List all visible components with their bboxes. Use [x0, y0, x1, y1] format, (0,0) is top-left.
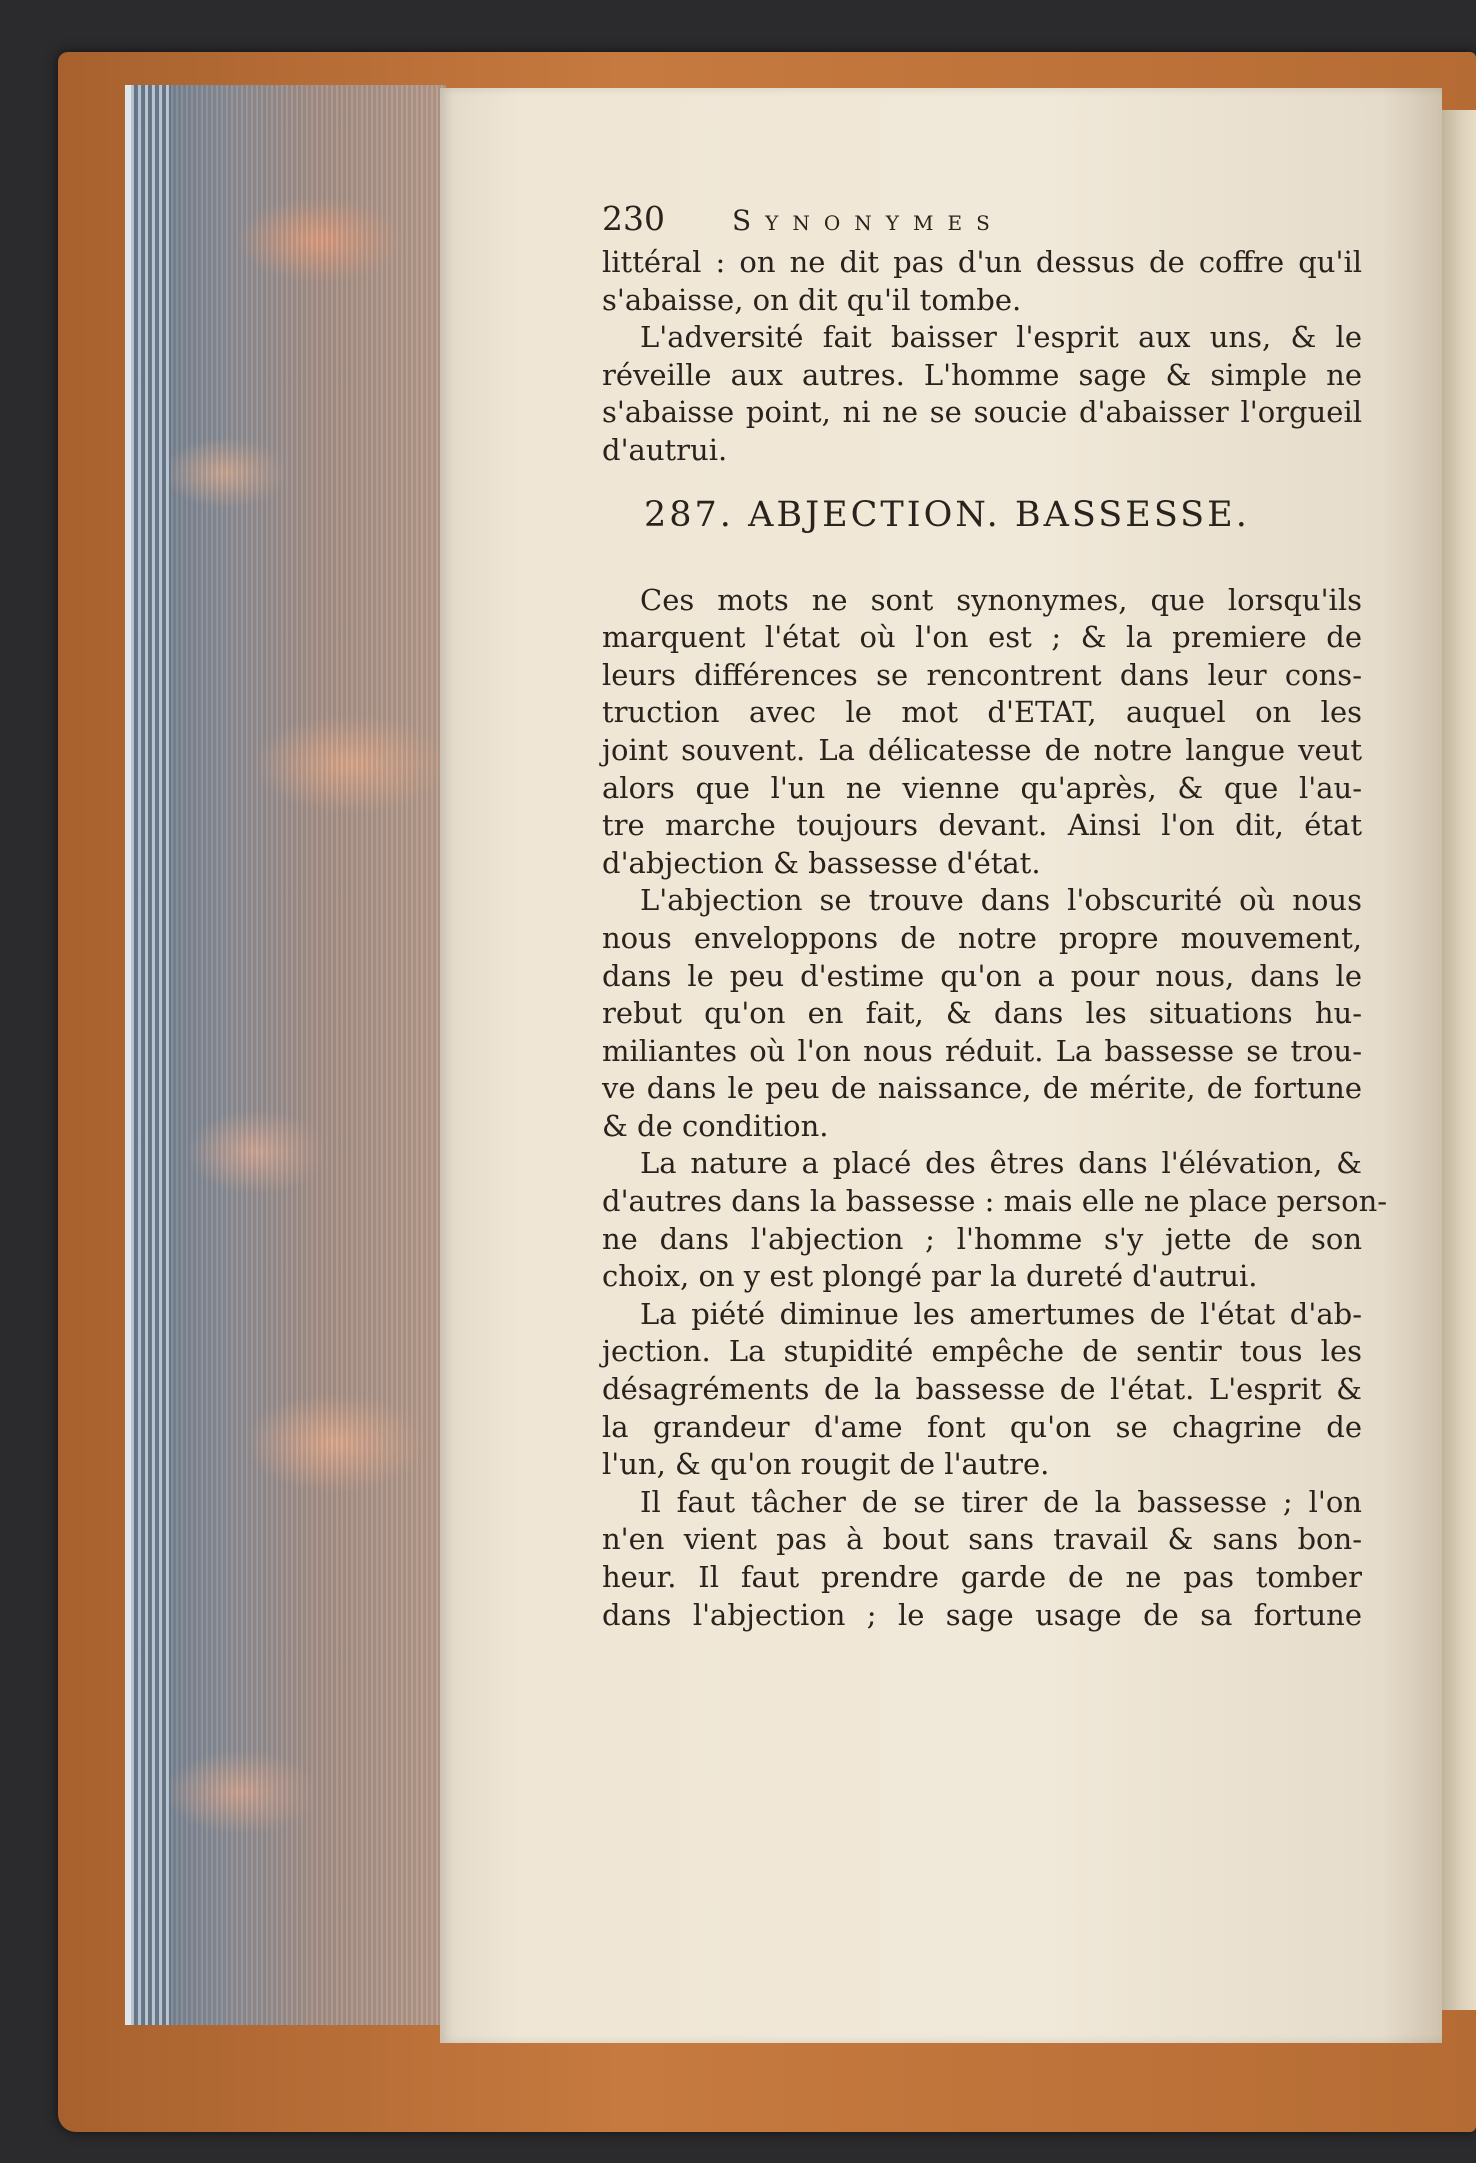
- text-line: heur. Il faut prendre garde de ne pas tomber: [602, 1560, 1362, 1594]
- page-number: 230: [602, 199, 665, 238]
- text-line: miliantes où l'on nous réduit. La bassesse se trou-: [602, 1033, 1362, 1068]
- heading-gap: [602, 554, 1362, 582]
- text-line: La piété diminue les amertumes de l'état d'ab-: [640, 1296, 1362, 1331]
- text-line: rebut qu'on en fait, & dans les situations hu-: [602, 996, 1362, 1031]
- text-line: marquent l'état où l'on est ; & la premiere de: [602, 620, 1362, 655]
- facing-page-edge: [1442, 110, 1476, 2010]
- text-line: littéral : on ne dit pas d'un dessus de coffre qu'il: [602, 245, 1362, 279]
- text-line: la grandeur d'ame font qu'on se chagrine de: [602, 1409, 1362, 1444]
- text-line: s'abaisse point, ni ne se soucie d'abaisser l'orgueil: [602, 395, 1362, 430]
- paragraph-block-1: [602, 244, 1362, 470]
- text-line: joint souvent. La délicatesse de notre langue veut: [602, 732, 1362, 767]
- text-line: leurs différences se rencontrent dans leur cons-: [602, 657, 1362, 692]
- text-line: La nature a placé des êtres dans l'élévation, &: [640, 1146, 1362, 1181]
- text-line: ne dans l'abjection ; l'homme s'y jette de son: [602, 1221, 1362, 1256]
- text-line: l'un, & qu'on rougit de l'autre.: [602, 1447, 1050, 1482]
- text-line: & de condition.: [602, 1108, 829, 1143]
- section-title: ABJECTION. BASSESSE.: [748, 494, 1250, 535]
- text-line: réveille aux autres. L'homme sage & simple ne: [602, 357, 1362, 392]
- page-text: [602, 199, 1388, 1634]
- section-heading: [644, 484, 1362, 554]
- text-line: dans l'abjection ; le sage usage de sa fortune: [602, 1597, 1362, 1632]
- text-line: dans le peu d'estime qu'on a pour nous, dans le: [602, 958, 1362, 993]
- text-line: tre marche toujours devant. Ainsi l'on dit, état: [602, 808, 1362, 843]
- text-line: L'adversité fait baisser l'esprit aux uns, & le: [640, 320, 1362, 355]
- text-line: jection. La stupidité empêche de sentir tous les: [602, 1334, 1362, 1369]
- text-line: s'abaisse, on dit qu'il tombe.: [602, 282, 1022, 317]
- text-line: alors que l'un ne vienne qu'après, & que l'au-: [602, 770, 1362, 805]
- text-line: désagréments de la bassesse de l'état. L'esprit &: [602, 1372, 1362, 1407]
- text-line: L'abjection se trouve dans l'obscurité où nous: [640, 883, 1362, 918]
- page-header: [602, 200, 1362, 240]
- text-line: Ces mots ne sont synonymes, que lorsqu'ils: [640, 582, 1362, 617]
- text-line: n'en vient pas à bout sans travail & sans bon-: [602, 1522, 1362, 1557]
- text-line: ve dans le peu de naissance, de mérite, de fortune: [602, 1071, 1362, 1106]
- text-line: d'autres dans la bassesse : mais elle ne place person-: [602, 1184, 1388, 1219]
- paragraph-block-2: [602, 582, 1388, 1635]
- marbled-page-edge: [125, 85, 446, 2025]
- text-line: choix, on y est plongé par la dureté d'autrui.: [602, 1259, 1258, 1294]
- text-line: truction avec le mot d'ETAT, auquel on les: [602, 695, 1362, 730]
- text-line: d'autrui.: [602, 432, 728, 467]
- section-number: 287.: [644, 494, 734, 535]
- text-line: nous enveloppons de notre propre mouvement,: [602, 920, 1362, 955]
- text-line: Il faut tâcher de se tirer de la bassesse ; l'on: [640, 1484, 1362, 1519]
- text-line: d'abjection & bassesse d'état.: [602, 845, 1041, 880]
- running-title: Synonymes: [732, 204, 1004, 237]
